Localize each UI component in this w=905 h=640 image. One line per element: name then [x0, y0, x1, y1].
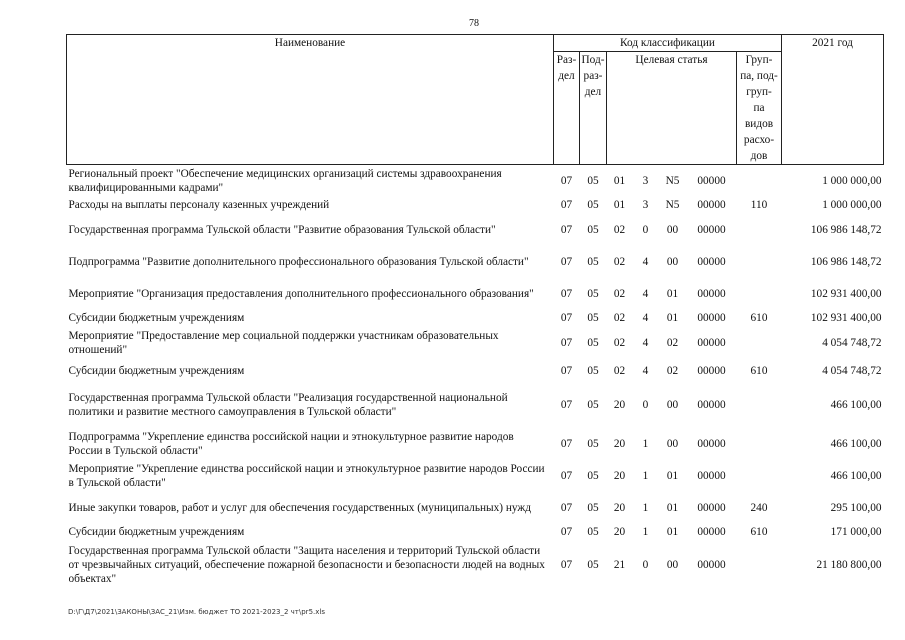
- cell-vid: [737, 278, 782, 310]
- cell-podrazdel: 05: [587, 199, 599, 211]
- cell-name: Субсидии бюджетным учреждениям: [68, 312, 245, 324]
- cell-amount: 295 100,00: [830, 501, 882, 514]
- cell-razdel: 07: [560, 399, 573, 411]
- cell-vid: [737, 214, 782, 246]
- cell-cs2: 3: [642, 174, 649, 187]
- cell-cs3: 02: [666, 336, 679, 349]
- cell-podrazdel: 05: [587, 558, 599, 571]
- table-row: [67, 327, 884, 359]
- cell-cs1: 20: [613, 526, 626, 538]
- cell-cs3: N5: [665, 199, 680, 211]
- cell-name: Государственная программа Тульской области "Защита населения и территорий Тульской области от чрезвычайных ситуаций, обеспечение пожарной безопасности и безопасности людей на водных объектах": [68, 544, 545, 585]
- cell-razdel: 07: [560, 526, 573, 538]
- cell-vid: [737, 327, 782, 359]
- cell-razdel: 07: [560, 287, 573, 300]
- header-year: 2021 год: [782, 35, 884, 165]
- cell-name: Иные закупки товаров, работ и услуг для обеспечения государственных (муниципальных) нужд: [68, 501, 531, 514]
- cell-razdel: 07: [560, 501, 573, 514]
- cell-cs3: N5: [665, 174, 680, 187]
- cell-cs3: 01: [666, 469, 679, 482]
- cell-cs2: 1: [642, 469, 649, 482]
- cell-name: Расходы на выплаты персоналу казенных учреждений: [68, 199, 330, 211]
- table-body: [67, 165, 884, 589]
- cell-podrazdel: 05: [587, 399, 599, 411]
- cell-vid: 610: [750, 312, 768, 324]
- page-number: 78: [469, 18, 479, 29]
- cell-cs3: 00: [666, 255, 679, 268]
- table-row: [67, 246, 884, 278]
- cell-cs4: 00000: [697, 287, 726, 300]
- cell-vid: [737, 246, 782, 278]
- cell-cs2: 0: [642, 558, 649, 571]
- cell-cs2: 1: [642, 437, 649, 450]
- cell-podrazdel: 05: [587, 469, 599, 482]
- cell-amount: 1 000 000,00: [822, 199, 882, 211]
- cell-podrazdel: 05: [587, 437, 599, 450]
- cell-cs1: 20: [613, 437, 626, 450]
- cell-vid: [737, 383, 782, 428]
- cell-podrazdel: 05: [587, 526, 599, 538]
- cell-podrazdel: 05: [587, 223, 599, 236]
- cell-amount: 106 986 148,72: [810, 255, 882, 268]
- cell-name: Мероприятие "Укрепление единства российской нации и этнокультурное развитие народов России в Тульской области": [68, 462, 545, 489]
- cell-podrazdel: 05: [587, 501, 599, 514]
- cell-cs3: 01: [666, 501, 679, 514]
- cell-cs4: 00000: [697, 312, 726, 324]
- cell-cs2: 4: [642, 364, 649, 377]
- cell-cs1: 02: [613, 255, 626, 268]
- cell-name: Субсидии бюджетным учреждениям: [68, 526, 245, 538]
- cell-cs1: 20: [613, 469, 626, 482]
- cell-cs4: 00000: [697, 526, 726, 538]
- header-code-group: Код классификации: [554, 35, 782, 52]
- cell-cs1: 02: [613, 287, 626, 300]
- table-row: [67, 524, 884, 541]
- table-row: [67, 383, 884, 428]
- cell-cs2: 4: [642, 255, 649, 268]
- cell-cs4: 00000: [697, 255, 726, 268]
- cell-cs1: 02: [613, 364, 626, 377]
- cell-cs4: 00000: [697, 336, 726, 349]
- cell-vid: 610: [750, 526, 768, 538]
- cell-cs1: 02: [613, 312, 626, 324]
- cell-cs4: 00000: [697, 364, 726, 377]
- cell-podrazdel: 05: [587, 255, 599, 268]
- cell-amount: 466 100,00: [830, 437, 882, 450]
- cell-cs4: 00000: [697, 174, 726, 187]
- cell-amount: 21 180 800,00: [816, 558, 882, 571]
- cell-podrazdel: 05: [587, 336, 599, 349]
- cell-podrazdel: 05: [587, 287, 599, 300]
- table-row: [67, 278, 884, 310]
- cell-amount: 102 931 400,00: [810, 287, 882, 300]
- cell-cs3: 00: [666, 558, 679, 571]
- cell-razdel: 07: [560, 312, 573, 324]
- cell-cs3: 00: [666, 223, 679, 236]
- table-row: [67, 310, 884, 327]
- file-path-footer: D:\Г\Д7\2021\ЗАКОНЫ\ЗАС_21\Изм. бюджет ТО 2021-2023_2 чт\pr5.xls: [68, 608, 325, 616]
- cell-cs1: 02: [613, 223, 626, 236]
- header-subsection: Под- раз- дел: [580, 52, 607, 165]
- cell-razdel: 07: [560, 437, 573, 450]
- cell-cs4: 00000: [697, 399, 726, 411]
- cell-cs1: 01: [613, 199, 626, 211]
- cell-cs3: 01: [666, 287, 679, 300]
- cell-razdel: 07: [560, 255, 573, 268]
- table-header: [67, 35, 884, 165]
- cell-amount: 106 986 148,72: [810, 223, 882, 236]
- header-expense-group: Груп- па, под- груп- па видов расхо- дов: [737, 52, 782, 165]
- table-row: [67, 428, 884, 460]
- cell-razdel: 07: [560, 364, 573, 377]
- header-section: Раз- дел: [554, 52, 580, 165]
- cell-amount: 4 054 748,72: [822, 364, 882, 377]
- cell-cs1: 20: [613, 501, 626, 514]
- cell-cs4: 00000: [697, 223, 726, 236]
- cell-razdel: 07: [560, 223, 573, 236]
- cell-vid: 240: [750, 501, 768, 514]
- table-row: [67, 165, 884, 197]
- cell-name: Мероприятие "Организация предоставления дополнительного профессионального образования": [68, 287, 534, 300]
- cell-vid: [737, 541, 782, 589]
- table-row: [67, 492, 884, 524]
- cell-cs3: 02: [666, 364, 679, 377]
- header-name: Наименование: [67, 35, 554, 165]
- cell-name: Субсидии бюджетным учреждениям: [68, 364, 245, 377]
- cell-cs1: 01: [613, 174, 626, 187]
- cell-vid: 610: [750, 364, 768, 377]
- cell-amount: 466 100,00: [830, 399, 882, 411]
- cell-razdel: 07: [560, 174, 573, 187]
- header-target: Целевая статья: [607, 52, 737, 165]
- cell-cs2: 1: [642, 526, 649, 538]
- cell-cs3: 01: [666, 312, 679, 324]
- cell-cs2: 1: [642, 501, 649, 514]
- cell-cs4: 00000: [697, 558, 726, 571]
- cell-amount: 1 000 000,00: [822, 174, 882, 187]
- cell-cs1: 20: [613, 399, 626, 411]
- cell-name: Государственная программа Тульской области "Развитие образования Тульской области": [68, 223, 496, 236]
- cell-vid: 110: [750, 199, 768, 211]
- cell-podrazdel: 05: [587, 312, 599, 324]
- table-row: [67, 460, 884, 492]
- cell-cs3: 00: [666, 399, 679, 411]
- cell-vid: [737, 428, 782, 460]
- cell-name: Мероприятие "Предоставление мер социальной поддержки участникам образовательных отношений": [68, 329, 499, 356]
- cell-amount: 102 931 400,00: [810, 312, 882, 324]
- table-row: [67, 541, 884, 589]
- cell-amount: 171 000,00: [830, 526, 882, 538]
- cell-cs4: 00000: [697, 437, 726, 450]
- cell-cs2: 4: [642, 336, 649, 349]
- cell-amount: 466 100,00: [830, 469, 882, 482]
- cell-razdel: 07: [560, 199, 573, 211]
- cell-razdel: 07: [560, 336, 573, 349]
- cell-razdel: 07: [560, 469, 573, 482]
- table-row: [67, 359, 884, 383]
- table-row: [67, 197, 884, 214]
- cell-vid: [737, 460, 782, 492]
- cell-cs2: 3: [642, 199, 649, 211]
- cell-amount: 4 054 748,72: [822, 336, 882, 349]
- cell-cs1: 21: [613, 558, 626, 571]
- cell-cs2: 0: [642, 223, 649, 236]
- cell-name: Подпрограмма "Укрепление единства российской нации и этнокультурное развитие народов России в Тульской области": [68, 430, 514, 457]
- cell-cs4: 00000: [697, 469, 726, 482]
- cell-podrazdel: 05: [587, 364, 599, 377]
- table-row: [67, 214, 884, 246]
- cell-vid: [737, 165, 782, 197]
- cell-cs4: 00000: [697, 199, 726, 211]
- cell-cs4: 00000: [697, 501, 726, 514]
- budget-table: [66, 34, 884, 589]
- cell-podrazdel: 05: [587, 174, 599, 187]
- cell-razdel: 07: [560, 558, 573, 571]
- cell-cs3: 01: [666, 526, 679, 538]
- cell-name: Государственная программа Тульской области "Реализация государственной национальной политики и развитие местного самоуправления в Тульской области": [68, 392, 508, 418]
- cell-name: Подпрограмма "Развитие дополнительного профессионального образования Тульской области": [68, 255, 529, 268]
- cell-name: Региональный проект "Обеспечение медицинских организаций системы здравоохранения квалифицированными кадрами": [68, 167, 502, 194]
- cell-cs2: 4: [642, 312, 649, 324]
- cell-cs2: 4: [642, 287, 649, 300]
- cell-cs2: 0: [642, 399, 649, 411]
- cell-cs1: 02: [613, 336, 626, 349]
- cell-cs3: 00: [666, 437, 679, 450]
